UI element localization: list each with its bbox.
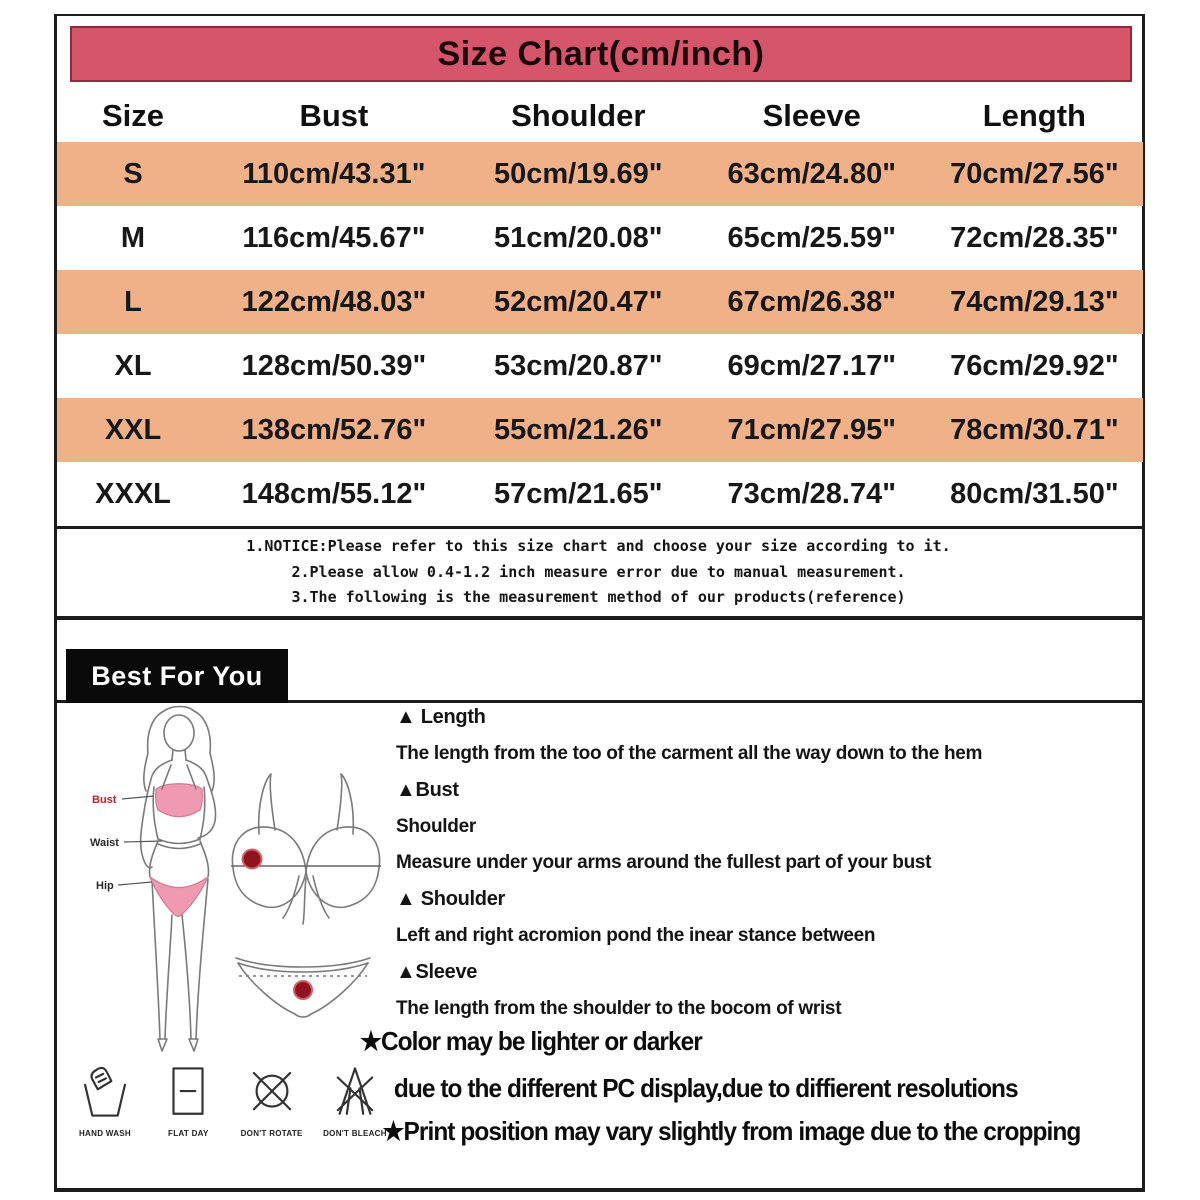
footnote-display: due to the different PC display,due to diffierent resolutions	[393, 1073, 1018, 1103]
table-cell: 122cm/48.03"	[241, 285, 427, 318]
guide-heading: ▲Sleeve	[396, 961, 478, 983]
table-cell: 53cm/20.87"	[493, 349, 663, 382]
notice-box	[54, 526, 1143, 620]
notice-line: 2.Please allow 0.4-1.2 inch measure error due to manual measurement.	[291, 562, 906, 581]
table-cell: L	[124, 285, 142, 318]
figure-label-bust: Bust	[92, 794, 117, 806]
notice-line: 1.NOTICE:Please refer to this size chart and choose your size according to it.	[246, 537, 951, 556]
column-header: Size	[102, 98, 165, 133]
care-label: DON'T ROTATE	[240, 1129, 303, 1138]
guide-heading: ▲ Length	[396, 706, 486, 728]
table-cell: 78cm/30.71"	[950, 413, 1119, 446]
bust-measure-marker	[243, 850, 262, 869]
table-cell: XXXL	[95, 477, 171, 510]
column-header: Bust	[299, 98, 369, 133]
frame-top-border	[54, 14, 1145, 16]
table-cell: 65cm/25.59"	[727, 221, 896, 254]
best-for-you-label: Best For You	[91, 660, 263, 691]
best-for-you-banner	[66, 649, 288, 703]
column-header: Sleeve	[762, 98, 861, 133]
table-cell: 51cm/20.08"	[493, 221, 663, 254]
dont-rotate-icon	[243, 1062, 301, 1122]
care-item	[68, 1062, 142, 1138]
guide-description: The length from the too of the carment all the way down to the hem	[396, 743, 983, 764]
size-chart-title: Size Chart(cm/inch)	[437, 34, 765, 73]
figure-label-hip: Hip	[96, 880, 114, 892]
table-row	[57, 270, 1143, 334]
table-cell: 69cm/27.17"	[727, 349, 896, 382]
care-label: FLAT DAY	[168, 1129, 209, 1138]
dont-bleach-icon	[326, 1062, 384, 1122]
table-cell: 72cm/28.35"	[950, 221, 1119, 254]
table-cell: XL	[114, 349, 152, 382]
guide-description: The length from the shoulder to the bocom of wrist	[396, 998, 842, 1019]
table-cell: 52cm/20.47"	[493, 285, 663, 318]
table-cell: 73cm/28.74"	[727, 477, 896, 510]
table-cell: 57cm/21.65"	[493, 477, 663, 510]
table-cell: 70cm/27.56"	[950, 157, 1119, 190]
guide-description: Measure under your arms around the fullest part of your bust	[396, 852, 932, 873]
table-row	[57, 142, 1143, 206]
hip-measure-marker	[294, 981, 312, 999]
table-cell: 138cm/52.76"	[241, 413, 427, 446]
guide-heading: ▲Bust	[396, 779, 459, 801]
column-header: Shoulder	[511, 98, 646, 133]
table-cell: 128cm/50.39"	[241, 349, 427, 382]
guide-description: Left and right acromion pond the inear stance between	[396, 925, 876, 946]
footnote-color: ★Color may be lighter or darker	[360, 1026, 702, 1056]
table-cell: XXL	[104, 413, 162, 446]
table-cell: 116cm/45.67"	[242, 221, 426, 254]
footnote-print: ★Print position may vary slightly from image due to the cropping	[382, 1116, 1081, 1146]
table-header-row	[57, 90, 1143, 142]
table-cell: 50cm/19.69"	[493, 157, 663, 190]
bikini-top-icon	[225, 768, 387, 933]
table-row	[57, 462, 1143, 526]
measurement-guide	[396, 706, 1148, 1034]
care-instructions	[68, 1062, 392, 1138]
care-item	[235, 1062, 309, 1138]
guide-heading: ▲ Shoulder	[396, 888, 506, 910]
column-header: Length	[982, 98, 1086, 133]
care-label: HAND WASH	[78, 1129, 132, 1138]
table-cell: 76cm/29.92"	[950, 349, 1119, 382]
care-label: DON'T BLEACH	[323, 1129, 387, 1138]
notice-line: 3.The following is the measurement method of our products(reference)	[291, 588, 906, 607]
table-cell: S	[123, 157, 143, 190]
bikini-bottom-icon	[233, 950, 373, 1022]
table-cell: 80cm/31.50"	[950, 477, 1119, 510]
footnotes	[360, 1026, 1160, 1163]
table-cell: 74cm/29.13"	[950, 285, 1119, 318]
size-chart-table	[57, 142, 1143, 526]
table-cell: 110cm/43.31"	[242, 157, 426, 190]
size-chart-title-bar	[70, 26, 1132, 82]
bikini-top-illustration	[225, 768, 387, 933]
table-cell: 55cm/21.26"	[493, 413, 663, 446]
table-cell: 63cm/24.80"	[727, 157, 896, 190]
hand-wash-icon	[76, 1062, 134, 1122]
table-cell: 71cm/27.95"	[727, 413, 896, 446]
guide-description: Shoulder	[396, 816, 476, 837]
table-cell: 148cm/55.12"	[241, 477, 427, 510]
frame-bottom-border	[54, 1188, 1145, 1192]
figure-label-waist: Waist	[90, 837, 119, 849]
table-row	[57, 334, 1143, 398]
table-row	[57, 398, 1143, 462]
care-item	[151, 1062, 225, 1138]
bikini-bottom-illustration	[233, 950, 373, 1022]
table-cell: 67cm/26.38"	[727, 285, 896, 318]
flat-dry-icon	[159, 1062, 217, 1122]
care-item	[318, 1062, 392, 1138]
table-row	[57, 206, 1143, 270]
table-cell: M	[120, 221, 146, 254]
